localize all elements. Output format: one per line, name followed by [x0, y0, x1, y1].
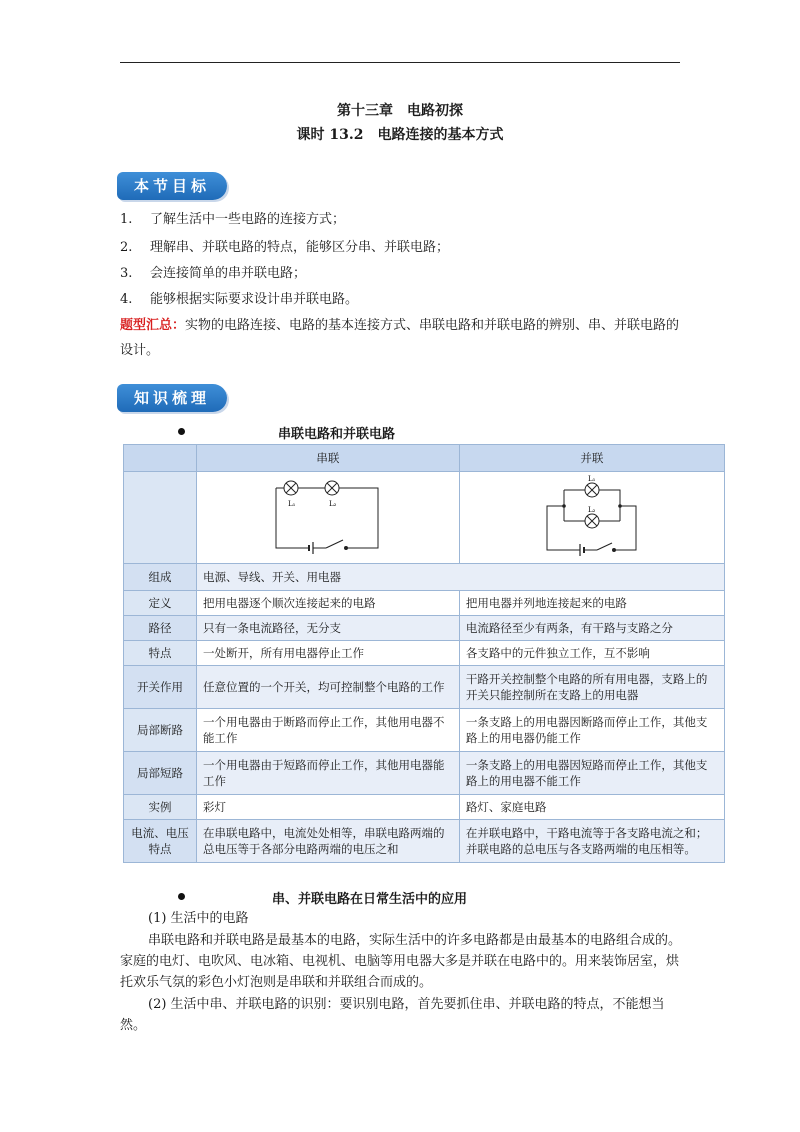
lamp-l2-label: L₂ — [328, 500, 337, 508]
row-label-definition: 定义 — [124, 591, 197, 616]
row-label-feature: 特点 — [124, 641, 197, 666]
lesson-title: 课时 13.2 电路连接的基本方式 — [296, 127, 504, 143]
row-label-example: 实例 — [124, 795, 197, 820]
switch-icon — [326, 540, 343, 548]
parallel-current-voltage: 在并联电路中，干路电流等于各支路电流之和；并联电路的总电压与各支路两端的电压相等。 — [459, 820, 724, 863]
goal-item-4: 4. 能够根据实际要求设计串并联电路。 — [120, 292, 359, 307]
knowledge-badge: 知识梳理 — [117, 384, 227, 412]
parallel-circuit-diagram — [542, 474, 642, 558]
parallel-short-circuit: 一条支路上的用电器因短路而停止工作，其他支路上的用电器不能工作 — [459, 752, 724, 795]
bullet-icon — [178, 428, 185, 435]
parallel-path: 电流路径至少有两条，有干路与支路之分 — [459, 616, 724, 641]
series-circuit-diagram — [268, 476, 388, 556]
summary-label: 题型汇总： — [120, 318, 186, 333]
composition-cell: 电源、导线、开关、用电器 — [197, 564, 725, 591]
parallel-switch-role: 干路开关控制整个电路的所有用电器，支路上的开关只能控制所在支路上的用电器 — [459, 666, 724, 709]
parallel-lamp-l2-label: L₂ — [587, 506, 596, 514]
goal-item-2: 2. 理解串、并联电路的特点，能够区分串、并联电路； — [120, 240, 450, 255]
series-path: 只有一条电流路径，无分支 — [197, 616, 460, 641]
parallel-diagram-cell — [459, 472, 724, 564]
row-label-short-circuit: 局部短路 — [124, 752, 197, 795]
row-label-path: 路径 — [124, 616, 197, 641]
goal-item-3: 3. 会连接简单的串并联电路； — [120, 266, 307, 281]
series-open-circuit: 一个用电器由于断路而停止工作，其他用电器不能工作 — [197, 709, 460, 752]
parallel-lamp-l1-label: L₁ — [587, 475, 596, 483]
question-type-summary — [120, 313, 685, 363]
paragraph-identification: (2) 生活中串、并联电路的识别：要识别电路，首先要抓住串、并联电路的特点，不能想当然。 — [120, 997, 665, 1033]
series-short-circuit: 一个用电器由于短路而停止工作，其他用电器能工作 — [197, 752, 460, 795]
series-diagram-cell — [197, 472, 460, 564]
parallel-open-circuit: 一条支路上的用电器因断路而停止工作，其他支路上的用电器仍能工作 — [459, 709, 724, 752]
series-definition: 把用电器逐个顺次连接起来的电路 — [197, 591, 460, 616]
chapter-title: 第十三章 电路初探 — [337, 103, 463, 119]
comparison-table — [123, 444, 725, 863]
row-label-composition: 组成 — [124, 564, 197, 591]
header-rule — [120, 62, 680, 63]
goals-badge: 本节目标 — [117, 172, 227, 200]
series-feature: 一处断开，所有用电器停止工作 — [197, 641, 460, 666]
header-parallel: 并联 — [459, 445, 724, 472]
row-label-open-circuit: 局部断路 — [124, 709, 197, 752]
series-example: 彩灯 — [197, 795, 460, 820]
parallel-feature: 各支路中的元件独立工作，互不影响 — [459, 641, 724, 666]
parallel-definition: 把用电器并列地连接起来的电路 — [459, 591, 724, 616]
summary-text: 实物的电路连接、电路的基本连接方式、串联电路和并联电路的辨别、串、并联电路的设计。 — [120, 318, 680, 358]
row-label-current-voltage: 电流、电压特点 — [124, 820, 197, 863]
bullet-icon-2 — [178, 893, 185, 900]
diagram-label-cell — [124, 472, 197, 564]
goal-item-1: 1. 了解生活中一些电路的连接方式； — [120, 212, 346, 227]
header-blank — [124, 445, 197, 472]
parallel-example: 路灯、家庭电路 — [459, 795, 724, 820]
parallel-switch-icon — [597, 543, 612, 550]
paragraph-life-circuits: 串联电路和并联电路是最基本的电路，实际生活中的许多电路都是由最基本的电路组合成的。家庭的电灯、电吹风、电冰箱、电视机、电脑等用电器大多是并联在电路中的。用来装饰居室，烘托欢乐气氛的彩色小灯泡则是串联和并联组合而成的。 — [120, 933, 682, 990]
series-switch-role: 任意位置的一个开关，均可控制整个电路的工作 — [197, 666, 460, 709]
lamp-l1-label: L₁ — [287, 500, 296, 508]
section1-title: 串联电路和并联电路 — [278, 427, 396, 442]
paragraph-life-circuits-heading: (1) 生活中的电路 — [148, 911, 249, 926]
series-current-voltage: 在串联电路中，电流处处相等，串联电路两端的总电压等于各部分电路两端的电压之和 — [197, 820, 460, 863]
row-label-switch-role: 开关作用 — [124, 666, 197, 709]
header-series: 串联 — [197, 445, 460, 472]
section2-title: 串、并联电路在日常生活中的应用 — [272, 892, 468, 907]
